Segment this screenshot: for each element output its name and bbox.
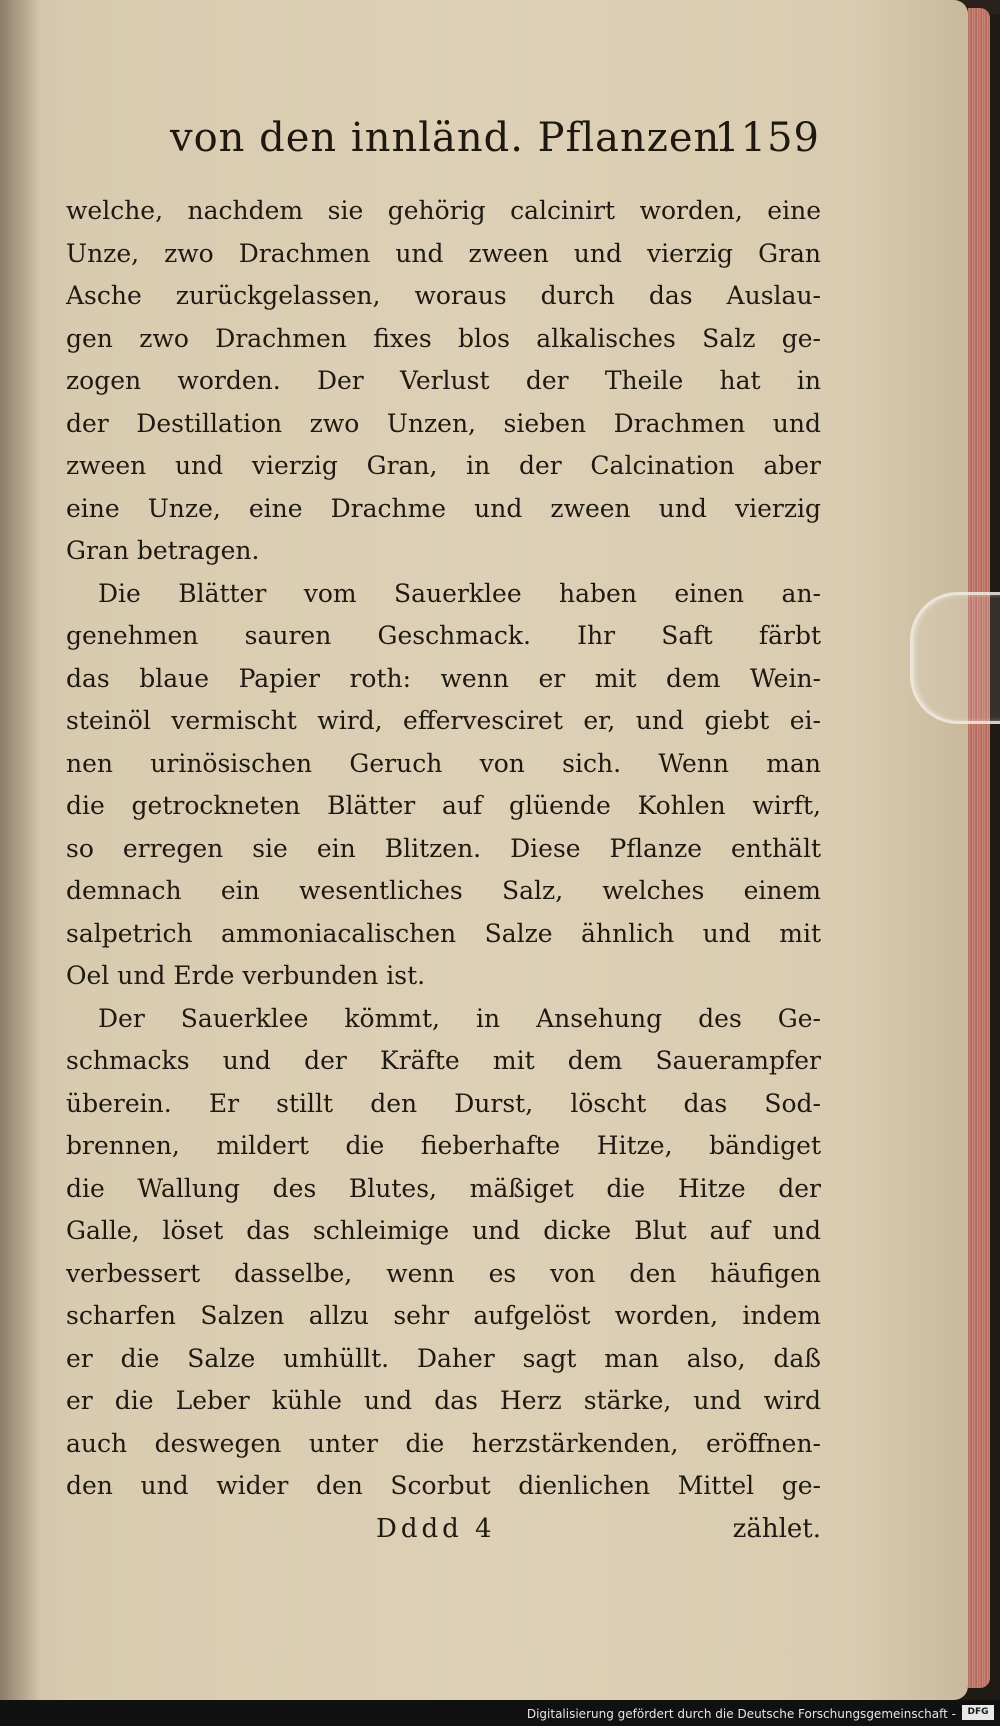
- text-line: welche, nachdem sie gehörig calcinirt worden, eine: [66, 196, 821, 225]
- text-line: Galle, löset das schleimige und dicke Blut auf und: [66, 1216, 821, 1245]
- text-line: Die Blätter vom Sauerklee haben einen an-: [98, 578, 821, 608]
- body-text: [66, 190, 821, 1508]
- text-line: die Wallung des Blutes, mäßiget die Hitze der: [66, 1173, 821, 1203]
- text-line: die getrockneten Blätter auf glüende Kohlen wirft,: [66, 791, 821, 820]
- text-line: Gran betragen.: [66, 536, 260, 565]
- text-line: Der Sauerklee kömmt, in Ansehung des Ge-: [98, 1003, 821, 1033]
- running-title: von den innländ. Pflanzen.: [170, 115, 735, 161]
- text-line: das blaue Papier roth: wenn er mit dem Wein-: [66, 663, 821, 693]
- digitization-credit-bar: [0, 1700, 1000, 1726]
- text-line: zogen worden. Der Verlust der Theile hat in: [66, 366, 821, 395]
- text-line: scharfen Salzen allzu sehr aufgelöst worden, indem: [66, 1301, 821, 1330]
- text-line: auch deswegen unter die herzstärkenden, eröffnen-: [66, 1428, 821, 1458]
- text-line: er die Salze umhüllt. Daher sagt man also, daß: [66, 1343, 821, 1373]
- text-line: brennen, mildert die fieberhafte Hitze, bändiget: [66, 1131, 821, 1160]
- book-fore-edge: [968, 8, 990, 1688]
- text-line: verbessert dasselbe, wenn es von den häufigen: [66, 1258, 821, 1288]
- text-line: zween und vierzig Gran, in der Calcination aber: [66, 451, 821, 480]
- text-line: salpetrich ammoniacalischen Salze ähnlich und mit: [66, 918, 821, 948]
- text-line: schmacks und der Kräfte mit dem Sauerampfer: [66, 1046, 821, 1075]
- catchword: zählet.: [732, 1514, 821, 1544]
- text-line: Asche zurückgelassen, woraus durch das Auslau-: [66, 281, 821, 310]
- text-line: den und wider den Scorbut dienlichen Mittel ge-: [66, 1471, 821, 1500]
- text-line: eine Unze, eine Drachme und zween und vierzig: [66, 493, 821, 523]
- page-number: 1159: [714, 115, 820, 161]
- text-line: er die Leber kühle und das Herz stärke, und wird: [66, 1386, 821, 1415]
- text-line: Oel und Erde verbunden ist.: [66, 961, 426, 990]
- gutter-shadow: [0, 0, 40, 1700]
- text-line: demnach ein wesentliches Salz, welches einem: [66, 876, 821, 905]
- signature-mark: Dddd 4: [376, 1514, 496, 1544]
- text-line: genehmen sauren Geschmack. Ihr Saft färbt: [66, 621, 821, 650]
- text-line: überein. Er stillt den Durst, löscht das Sod-: [66, 1088, 821, 1118]
- credit-text: Digitalisierung gefördert durch die Deutsche Forschungsgemeinschaft -: [526, 1707, 956, 1721]
- page-clip: [910, 592, 1000, 724]
- page-header: [170, 115, 820, 175]
- text-line: der Destillation zwo Unzen, sieben Drachmen und: [66, 408, 821, 438]
- text-line: steinöl vermischt wird, effervesciret er, und giebt ei-: [66, 706, 821, 735]
- dfg-logo-icon: DFG: [962, 1705, 994, 1720]
- text-line: gen zwo Drachmen fixes blos alkalisches Salz ge-: [66, 323, 821, 353]
- text-line: so erregen sie ein Blitzen. Diese Pflanze enthält: [66, 833, 821, 863]
- text-line: Unze, zwo Drachmen und zween und vierzig Gran: [66, 238, 821, 268]
- page-footer: [66, 1514, 821, 1558]
- text-line: nen urinösischen Geruch von sich. Wenn man: [66, 748, 821, 778]
